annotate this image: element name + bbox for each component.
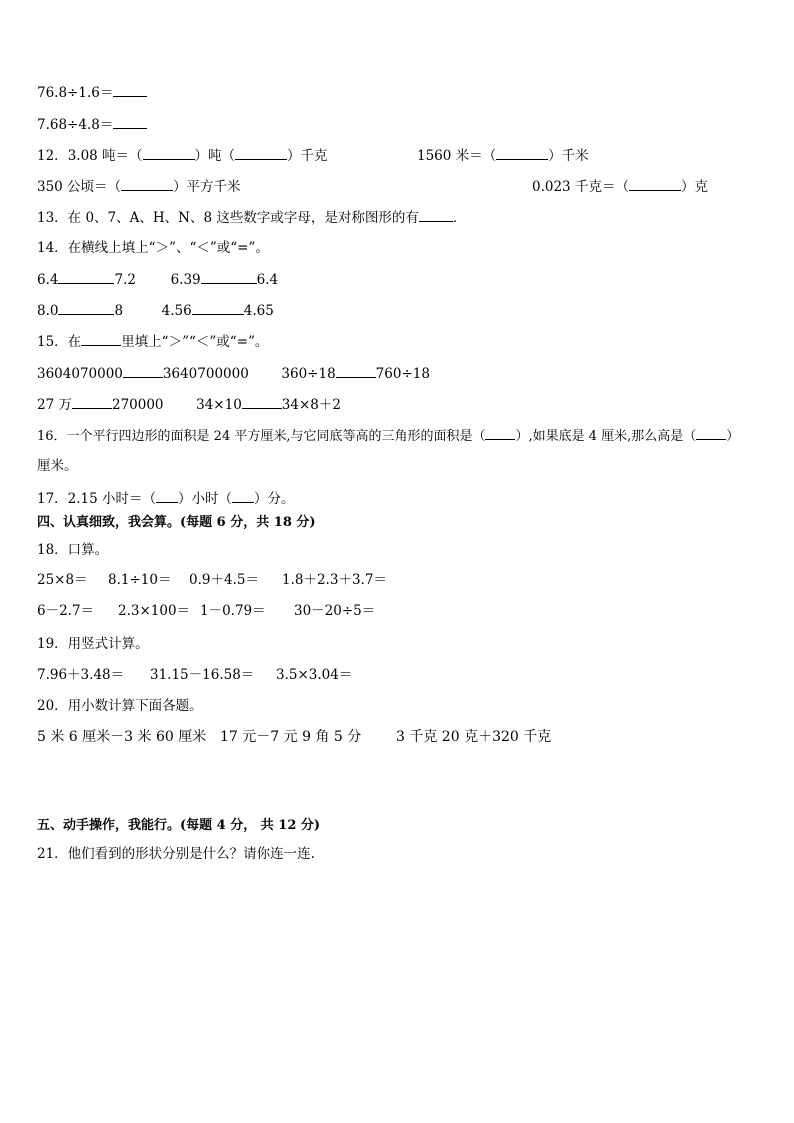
text: 里填上“＞”“＜”或“=”。	[121, 334, 269, 350]
section-4-heading	[37, 514, 316, 532]
text: 760÷18	[375, 366, 430, 382]
q18-row1-c	[189, 571, 259, 589]
text: ）小时（	[178, 491, 233, 507]
text: ）吨（	[194, 148, 236, 164]
q18-row2-d	[294, 602, 375, 620]
text: 76.8÷1.6＝	[37, 85, 114, 101]
text: ）平方千米	[173, 179, 241, 195]
answer-blank[interactable]	[485, 426, 515, 440]
answer-blank[interactable]	[156, 489, 178, 503]
q18-row1	[37, 571, 88, 589]
q18-row1-b	[108, 571, 171, 589]
text: 17．2.15 小时＝（	[37, 491, 157, 507]
q15-row2	[37, 395, 341, 414]
item: 3.5×3.04＝	[276, 667, 353, 683]
item: 1－0.79＝	[200, 603, 266, 619]
text: 270000	[111, 397, 164, 413]
q12-row1-left	[37, 146, 328, 165]
q19-b	[150, 666, 254, 684]
answer-blank[interactable]	[192, 301, 244, 315]
text: 6.4	[256, 272, 279, 288]
item: 1.8＋2.3＋3.7＝	[282, 572, 387, 588]
item: 5 米 6 厘米－3 米 60 厘米	[37, 729, 207, 745]
answer-blank[interactable]	[58, 270, 114, 284]
answer-blank[interactable]	[81, 332, 121, 346]
text: 6.4	[37, 272, 59, 288]
line-76-8	[37, 83, 147, 102]
line-7-68	[37, 115, 147, 134]
answer-blank[interactable]	[629, 177, 681, 191]
text: 3640700000	[162, 366, 249, 382]
answer-blank[interactable]	[336, 364, 376, 378]
text: 18．口算。	[37, 542, 109, 558]
text: 3604070000	[37, 366, 123, 382]
text: 15．在	[37, 334, 82, 350]
q15	[37, 332, 268, 351]
text: 16．一个平行四边形的面积是 24 平方厘米,与它同底等高的三角形的面积是（	[37, 429, 486, 444]
answer-blank[interactable]	[113, 83, 147, 97]
text: 14．在横线上填上“＞”、“＜”或“=”。	[37, 240, 269, 256]
answer-blank[interactable]	[242, 395, 282, 409]
text: 3.08 吨＝（	[67, 148, 143, 164]
q20-a	[37, 728, 206, 746]
q18-row1-d	[282, 571, 387, 589]
section-5-heading	[37, 817, 320, 835]
text: 360÷18	[281, 366, 336, 382]
answer-blank[interactable]	[696, 426, 726, 440]
text: ）分。	[254, 491, 295, 507]
text: ）克	[680, 179, 708, 195]
q18-row2-c	[200, 602, 266, 620]
q21	[37, 845, 315, 863]
answer-blank[interactable]	[496, 146, 548, 160]
text: 厘米。	[37, 458, 78, 474]
answer-blank[interactable]	[143, 146, 195, 160]
text: ）	[726, 429, 740, 444]
item: 25×8＝	[37, 572, 88, 588]
q18-row2	[37, 602, 94, 620]
text: 五、动手操作，我能行。(每题 4 分， 共 12 分)	[37, 818, 321, 833]
text: 1560 米＝（	[417, 148, 497, 164]
item: 3 千克 20 克＋320 千克	[396, 729, 552, 745]
text: 0.023 千克＝（	[532, 179, 629, 195]
text: 4.56	[161, 303, 192, 319]
q14-row2	[37, 301, 274, 320]
item: 6－2.7＝	[37, 603, 95, 619]
q18-row2-b	[118, 602, 190, 620]
item: 8.1÷10＝	[108, 572, 172, 588]
q12-row1-right	[417, 146, 589, 165]
text: ）千米	[548, 148, 589, 164]
item: 31.15－16.58＝	[150, 667, 255, 683]
text: 7.2	[114, 272, 136, 288]
answer-blank[interactable]	[121, 177, 173, 191]
text: 21．他们看到的形状分别是什么？请你连一连.	[37, 846, 315, 862]
q20	[37, 697, 203, 715]
text: 19．用竖式计算。	[37, 636, 149, 652]
q14	[37, 239, 269, 257]
q17	[37, 489, 295, 508]
text: ）千克	[287, 148, 328, 164]
q14-row1	[37, 270, 278, 289]
answer-blank[interactable]	[113, 115, 147, 129]
item: 30－20÷5＝	[294, 603, 376, 619]
item: 17 元－7 元 9 角 5 分	[220, 729, 362, 745]
answer-blank[interactable]	[72, 395, 112, 409]
answer-blank[interactable]	[201, 270, 257, 284]
answer-blank[interactable]	[235, 146, 287, 160]
text: 34×8＋2	[281, 397, 341, 413]
answer-blank[interactable]	[232, 489, 254, 503]
text: 8.0	[37, 303, 59, 319]
text: 27 万	[37, 397, 72, 413]
q19-c	[276, 666, 352, 684]
q19	[37, 635, 149, 653]
text: 4.65	[243, 303, 274, 319]
text: 四、认真细致，我会算。(每题 6 分，共 18 分)	[37, 515, 316, 530]
item: 0.9＋4.5＝	[189, 572, 259, 588]
item: 2.3×100＝	[118, 603, 191, 619]
answer-blank[interactable]	[419, 208, 453, 222]
text: 8	[114, 303, 124, 319]
text: 7.68÷4.8＝	[37, 117, 114, 133]
q12-row2-left	[37, 177, 241, 196]
q15-row1	[37, 364, 430, 383]
q13	[37, 208, 466, 227]
text: ．	[452, 210, 467, 226]
text: 20．用小数计算下面各题。	[37, 698, 203, 714]
text: 350 公顷＝（	[37, 179, 122, 195]
q19-a	[37, 666, 124, 684]
answer-blank[interactable]	[123, 364, 163, 378]
text: 13．在 0、7、A、H、N、8 这些数字或字母，是对称图形的有	[37, 210, 419, 226]
answer-blank[interactable]	[58, 301, 114, 315]
q18	[37, 541, 108, 559]
q12-row2-right	[532, 177, 708, 196]
q20-b	[220, 728, 361, 746]
text: 6.39	[170, 272, 201, 288]
qnum: 12．	[37, 148, 68, 164]
item: 7.96＋3.48＝	[37, 667, 125, 683]
q16	[37, 426, 739, 446]
q20-c	[396, 728, 551, 746]
q16-cont	[37, 457, 78, 475]
text: ）,如果底是 4 厘米,那么高是（	[515, 429, 697, 444]
text: 34×10	[196, 397, 242, 413]
